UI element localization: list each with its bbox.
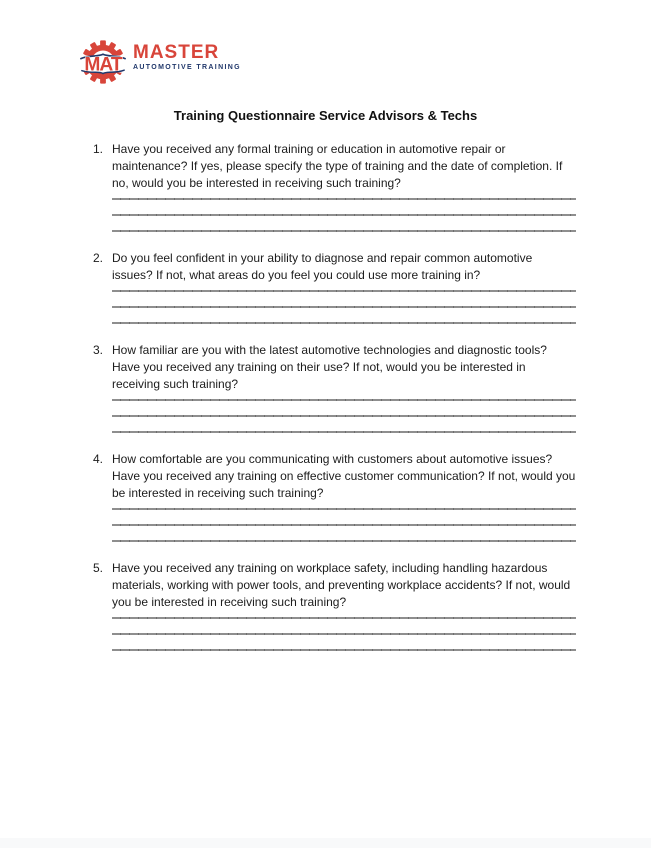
question-item-1 [93,141,576,232]
question-item-3 [93,342,576,433]
question-text: How familiar are you with the latest automotive technologies and diagnostic tools? Have you received any training on their use? If not, would you be interested in receiving such training? [112,343,547,391]
answer-lines [112,494,576,542]
question-list [93,141,576,669]
answer-lines [112,276,576,324]
answer-lines [112,603,576,651]
question-number: 3. [93,343,104,357]
logo-monogram: MAT [84,54,122,76]
answer-blank-line [112,200,576,216]
answer-lines [112,184,576,232]
answer-blank-line [112,276,576,292]
question-body [112,560,576,651]
question-body [112,451,576,542]
logo-tagline-text: AUTOMOTIVE TRAINING [133,64,241,71]
answer-blank-line [112,635,576,651]
question-number: 1. [93,142,104,156]
answer-blank-line [112,619,576,635]
answer-blank-line [112,510,576,526]
answer-blank-line [112,292,576,308]
answer-blank-line [112,401,576,417]
question-body [112,250,576,324]
logo-gear-icon [78,40,128,84]
answer-blank-line [112,308,576,324]
answer-blank-line [112,216,576,232]
question-number: 4. [93,452,104,466]
answer-blank-line [112,526,576,542]
answer-blank-line [112,417,576,433]
page-bottom-edge [0,838,651,848]
question-text: Have you received any training on workplace safety, including handling hazardous materials, working with power tools, and preventing workplace accidents? If not, would you be interested in receiving such training? [112,561,571,609]
question-number: 2. [93,251,104,265]
answer-blank-line [112,603,576,619]
question-item-2 [93,250,576,324]
question-text: How comfortable are you communicating with customers about automotive issues? Have you received any training on effective customer communication? If not, would you be interested in receiving such training? [112,452,576,500]
answer-blank-line [112,494,576,510]
logo-wordmark [133,40,241,71]
question-item-4 [93,451,576,542]
logo [78,40,241,84]
question-text: Have you received any formal training or education in automotive repair or maintenance? If yes, please specify the type of training and the date of completion. If no, would you be interested in receiving such training? [112,142,563,190]
page-title: Training Questionnaire Service Advisors & Techs [173,108,478,123]
answer-lines [112,385,576,433]
question-text: Do you feel confident in your ability to diagnose and repair common automotive issues? If not, what areas do you feel you could use more training in? [112,251,533,282]
logo-brand-text: MASTER [133,42,220,63]
answer-blank-line [112,184,576,200]
question-item-5 [93,560,576,651]
question-body [112,342,576,433]
answer-blank-line [112,385,576,401]
question-number: 5. [93,561,104,575]
question-body [112,141,576,232]
